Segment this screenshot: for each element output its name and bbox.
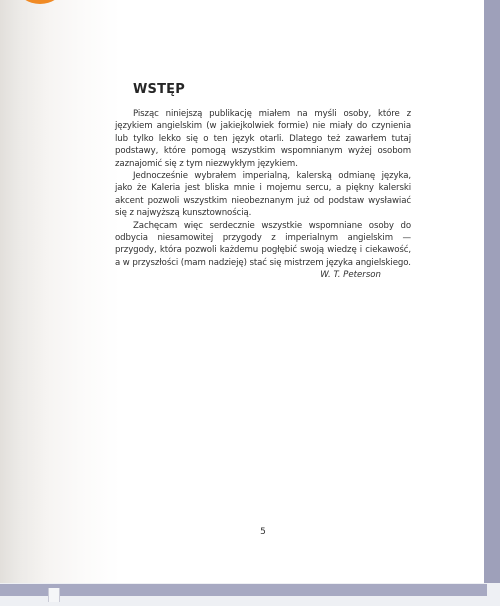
author-signature: W. T. Peterson xyxy=(320,270,381,281)
scrollbar-handle[interactable] xyxy=(48,588,60,602)
viewer-frame-right xyxy=(484,0,500,596)
paragraph-2: Jednocześnie wybrałem imperialną, kalerską odmianę języka, jako że Kaleria jest bliska mnie i mojemu sercu, a piękny kalerski akcent pozwoli wszystkim nieobeznanym już od podstaw wysławiać się z najwyższą kunsztownością. xyxy=(115,171,411,219)
page-number: 5 xyxy=(260,527,266,537)
section-heading: WSTĘP xyxy=(133,82,185,97)
paragraph-3: Zachęcam więc serdecznie wszystkie wspomniane osoby do odbycia niesamowitej przygody z imperialnym angielskim — przygody, która pozwoli każdemu pogłębić swoją wiedzę i ciekawość, a w przyszłości (mam nadzieję) stać się mistrzem języka angielskiego. xyxy=(115,220,411,268)
paragraph-1: Pisząc niniejszą publikację miałem na myśli osoby, które z językiem angielskim (w jakiejkolwiek formie) nie miały do czynienia lub tylko lekko się o ten język otarli. Dlatego też zawarłem tutaj podstawy, które pomogą wszystkim wspomnianym wyżej osobom zaznajomić się z tym niezwykłym językiem. xyxy=(115,109,411,169)
page-content xyxy=(115,82,411,280)
page-gutter-shadow xyxy=(0,0,52,584)
viewer-frame-bottom xyxy=(0,584,487,596)
